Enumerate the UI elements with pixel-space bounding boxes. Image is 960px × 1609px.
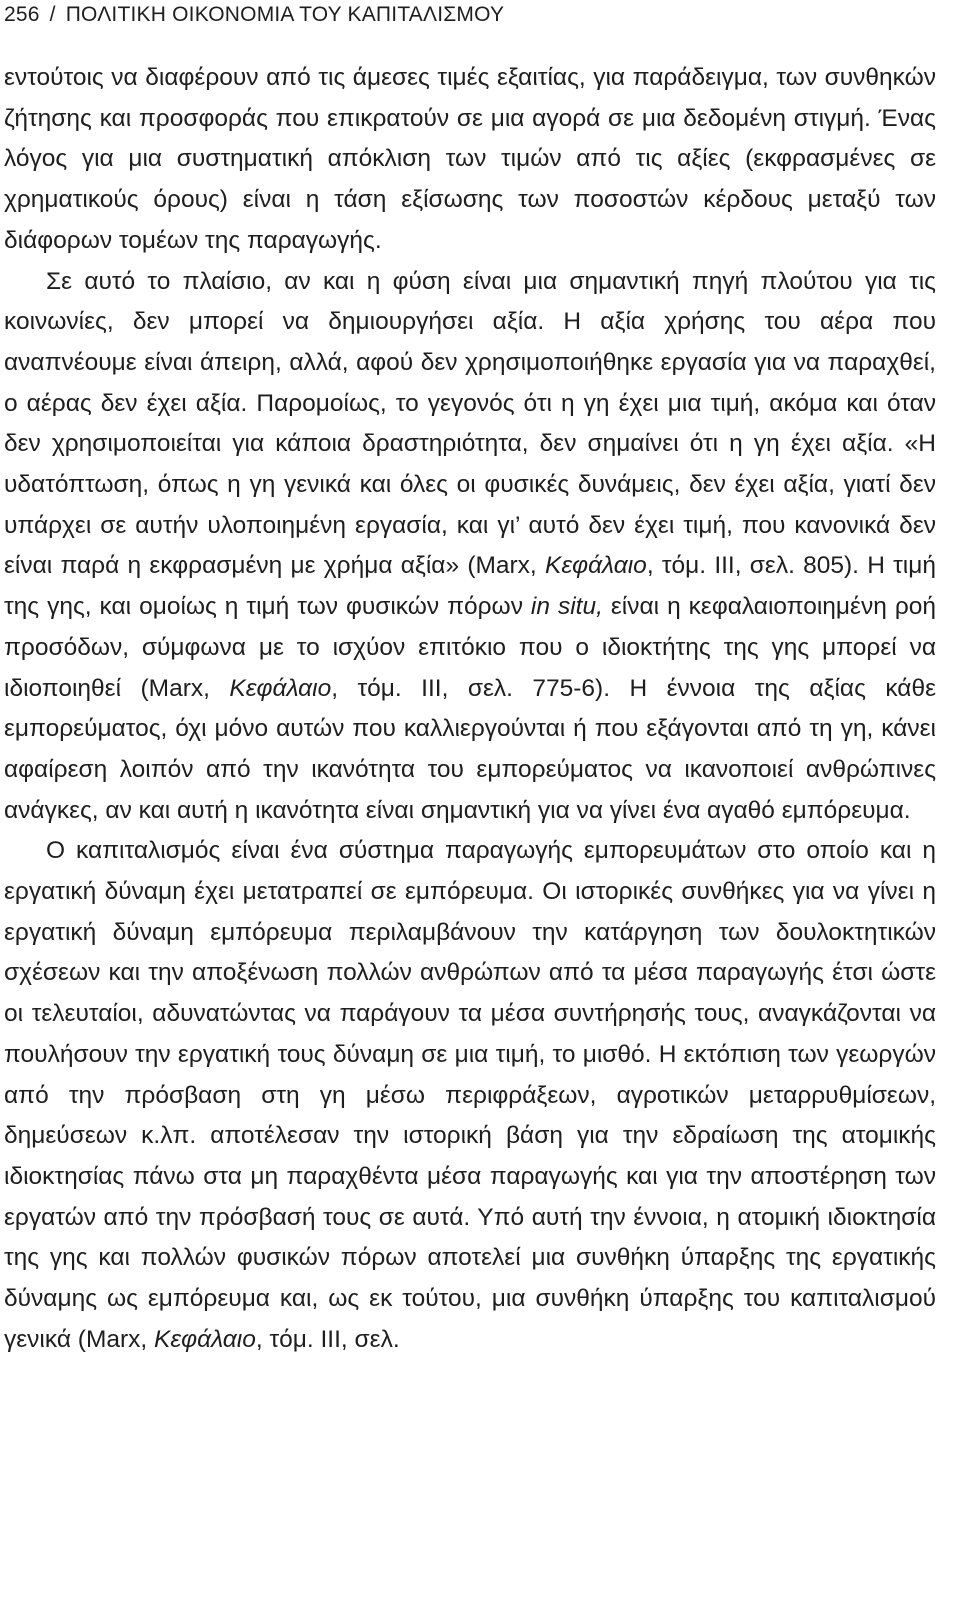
header-separator: / — [49, 3, 56, 26]
paragraph-2-text-3: είναι η κεφαλαιοποιημένη ροή προσόδων, σύμφωνα με το ισχύον επιτόκιο που ο ιδιοκτήτης της γης μπορεί να ιδιοποιηθεί (Marx, — [4, 593, 937, 702]
running-header — [4, 0, 504, 30]
paragraph-3-text-1: Ο καπιταλισμός είναι ένα σύστημα παραγωγής εμπορευμάτων στο οποίο και η εργατική δύναμη έχει μετατραπεί σε εμπόρευμα. Οι ιστορικές συνθήκες για να γίνει η εργατική δύναμη εμπόρευμα περιλαμβάνουν την κατάργηση των δουλοκτητικών σχέσεων και την αποξένωση πολλών ανθρώπων από τα μέσα παραγωγής έτσι ώστε οι τελευταίοι, αδυνατώντας να παράγουν τα μέσα συντήρησής τους, αναγκάζονται να πουλήσουν την εργατική τους δύναμη σε μια τιμή, το μισθό. Η εκτόπιση των γεωργών από την πρόσβαση στη γη μέσω περιφράξεων, αγροτικών μεταρρυθμίσεων, δημεύσεων κ.λπ. αποτέλεσαν την ιστορική βάση για την εδραίωση της ατομικής ιδιοκτησίας πάνω στα μη παραχθέντα μέσα παραγωγής και για την αποστέρηση των εργατών από την πρόσβασή τους σε αυτά. Υπό αυτή την έννοια, η ατομική ιδιοκτησία της γης και πολλών φυσικών πόρων αποτελεί μια συνθήκη ύπαρξης της εργατικής δύναμης ως εμπόρευμα και, ως εκ τούτου, μια συνθήκη ύπαρξης του καπιταλισμού γενικά (Marx, — [4, 837, 936, 1353]
paragraph-3 — [4, 831, 936, 1360]
paragraph-2 — [4, 262, 936, 832]
paragraph-1: εντούτοις να διαφέρουν από τις άμεσες τιμές εξαιτίας, για παράδειγμα, των συνθηκών ζήτησης και προσφοράς που επικρατούν σε μια αγορά σε μια δεδομένη στιγμή. Ένας λόγος για μια συστηματική απόκλιση των τιμών από τις αξίες (εκφρασμένες σε χρηματικούς όρους) είναι η τάση εξίσωσης των ποσοστών κέρδους μεταξύ των διάφορων τομέων της παραγωγής. — [4, 64, 936, 254]
paragraph-2-text-4: , τόμ. III, σελ. 775-6). Η έννοια της αξίας κάθε εμπορεύματος, όχι μόνο αυτών που καλλιεργούνται ή που εξάγονται από τη γη, κάνει αφαίρεση λοιπόν από την ικανότητα του εμπορεύματος να ικανοποιεί ανθρώπινες ανάγκες, αν και αυτή η ικανότητα είναι σημαντική για να γίνει ένα αγαθό εμπόρευμα. — [4, 674, 936, 824]
citation-title-kefalaio: Κεφάλαιο — [544, 552, 647, 580]
body-text — [4, 58, 936, 1361]
page-number: 256 — [4, 3, 40, 26]
paragraph-3-text-2: , τόμ. III, σελ. — [255, 1325, 400, 1353]
citation-title-kefalaio-3: Κεφάλαιο — [154, 1325, 256, 1353]
paragraph-2-text-2: , τόμ. III, σελ. 805). Η τιμή της γης, και ομοίως η τιμή των φυσικών πόρων — [4, 552, 936, 621]
term-in-situ: in situ, — [530, 593, 603, 621]
running-title: ΠΟΛΙΤΙΚΗ ΟΙΚΟΝΟΜΙΑ ΤΟΥ ΚΑΠΙΤΑΛΙΣΜΟΥ — [65, 3, 505, 26]
citation-title-kefalaio-2: Κεφάλαιο — [229, 674, 332, 702]
paragraph-2-text-1: Σε αυτό το πλαίσιο, αν και η φύση είναι μια σημαντική πηγή πλούτου για τις κοινωνίες, δεν μπορεί να δημιουργήσει αξία. Η αξία χρήσης του αέρα που αναπνέουμε είναι άπειρη, αλλά, αφού δεν χρησιμοποιήθηκε εργασία για να παραχθεί, ο αέρας δεν έχει αξία. Παρομοίως, το γεγονός ότι η γη έχει μια τιμή, ακόμα και όταν δεν χρησιμοποιείται για κάποια δραστηριότητα, δεν σημαίνει ότι η γη έχει αξία. «Η υδατόπτωση, όπως η γη γενικά και όλες οι φυσικές δυνάμεις, δεν έχει αξία, γιατί δεν υπάρχει σε αυτήν υλοποιημένη εργασία, και γι’ αυτό δεν έχει τιμή, που κανονικά δεν είναι παρά η εκφρασμένη με χρήμα αξία» (Marx, — [4, 267, 936, 580]
